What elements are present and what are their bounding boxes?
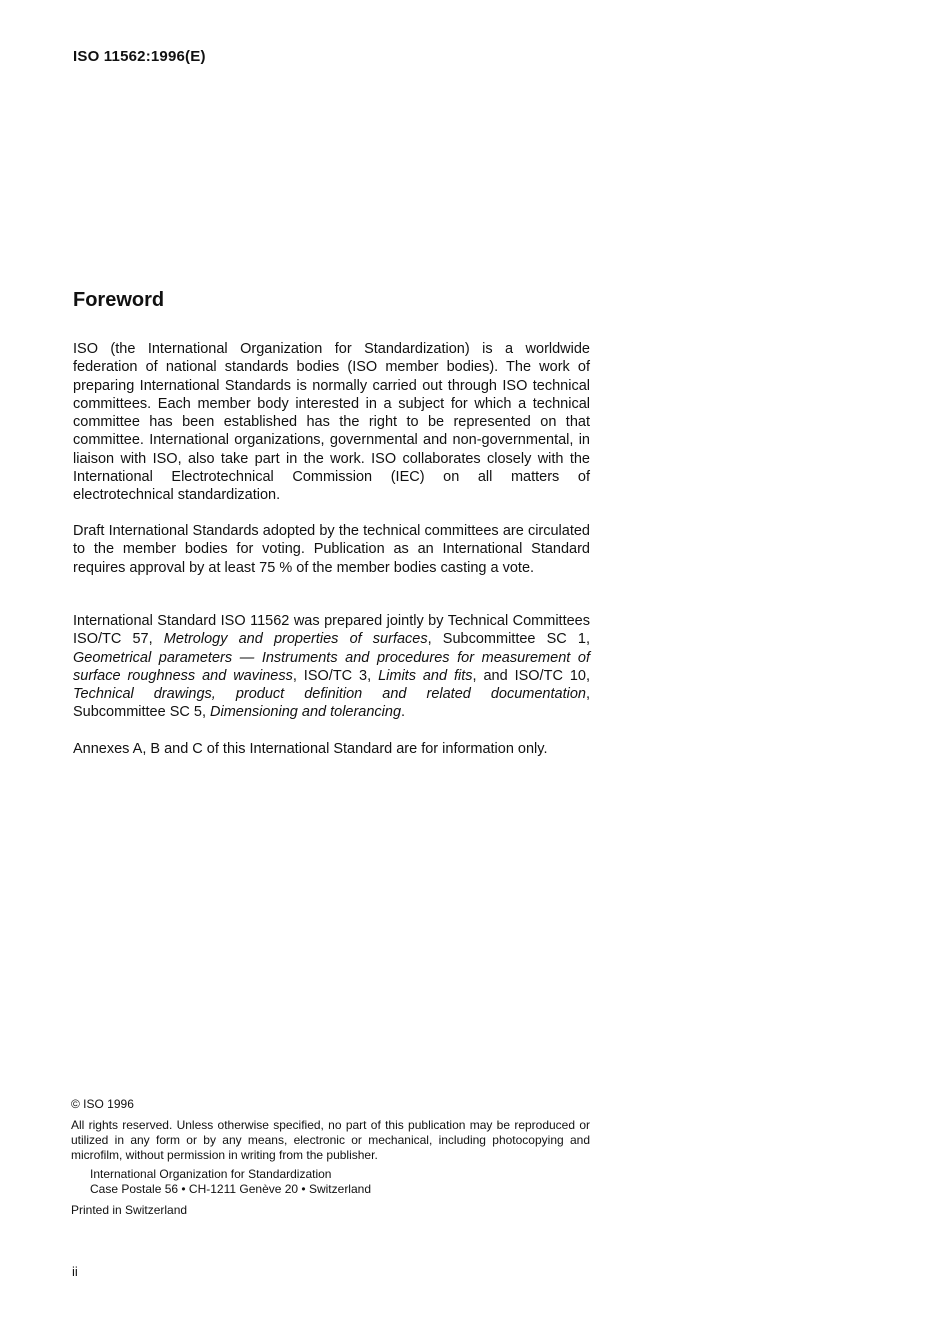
p3-italic-committee-tc57: Metrology and properties of surfaces [163,631,428,648]
printed-in: Printed in Switzerland [71,1203,188,1217]
organization-name: International Organization for Standardization [90,1167,332,1181]
p3-text-6: . [401,704,406,721]
p3-text-2: , Subcommittee SC 1, [427,631,591,648]
rights-statement: All rights reserved. Unless otherwise specified, no part of this publication may be reproduced or utilized in any form or by any means, electronic or mechanical, including photocopying and microfilm, without permission in writing from the publisher. [71,1118,590,1162]
copyright-block [71,1097,590,1218]
organization-address: Case Postale 56 • CH-1211 Genève 20 • Switzerland [90,1182,371,1196]
foreword-paragraph-3 [73,612,590,722]
page-number: ii [72,1264,78,1279]
p3-text-5: , Subcommittee SC 5, [73,686,590,721]
section-heading: Foreword [73,289,165,311]
foreword-paragraph-4: Annexes A, B and C of this International Standard are for information only. [73,741,548,757]
p3-italic-sc5: Dimensioning and tolerancing [210,704,402,721]
p3-italic-sc1: Geometrical parameters — Instruments and procedures for measurement of surface roughness and waviness [73,649,590,684]
document-id: ISO 11562:1996(E) [73,48,206,65]
p3-italic-tc10: Technical drawings, product definition and related documentation [73,686,586,703]
foreword-paragraph-1: ISO (the International Organization for Standardization) is a worldwide federation of national standards bodies (ISO member bodies). The work of preparing International Standards is normally carried out through ISO technical committees. Each member body interested in a subject for which a technical committee has been established has the right to be represented on that committee. International organizations, governmental and non-governmental, in liaison with ISO, also take part in the work. ISO collaborates closely with the International Electrotechnical Commission (IEC) on all matters of electrotechnical standardization. [73,341,590,504]
foreword-paragraph-2: Draft International Standards adopted by the technical committees are circulated to the member bodies for voting. Publication as an International Standard requires approval by at least 75 % of the member bodies casting a vote. [73,523,590,576]
p3-italic-tc3: Limits and fits [378,667,473,684]
copyright-notice: © ISO 1996 [71,1097,134,1111]
p3-text-4: , and ISO/TC 10, [472,667,590,684]
p3-text-1: International Standard ISO 11562 was prepared jointly by Technical Committees ISO/TC 57, [73,613,590,648]
p3-text-3: , ISO/TC 3, [292,667,379,684]
